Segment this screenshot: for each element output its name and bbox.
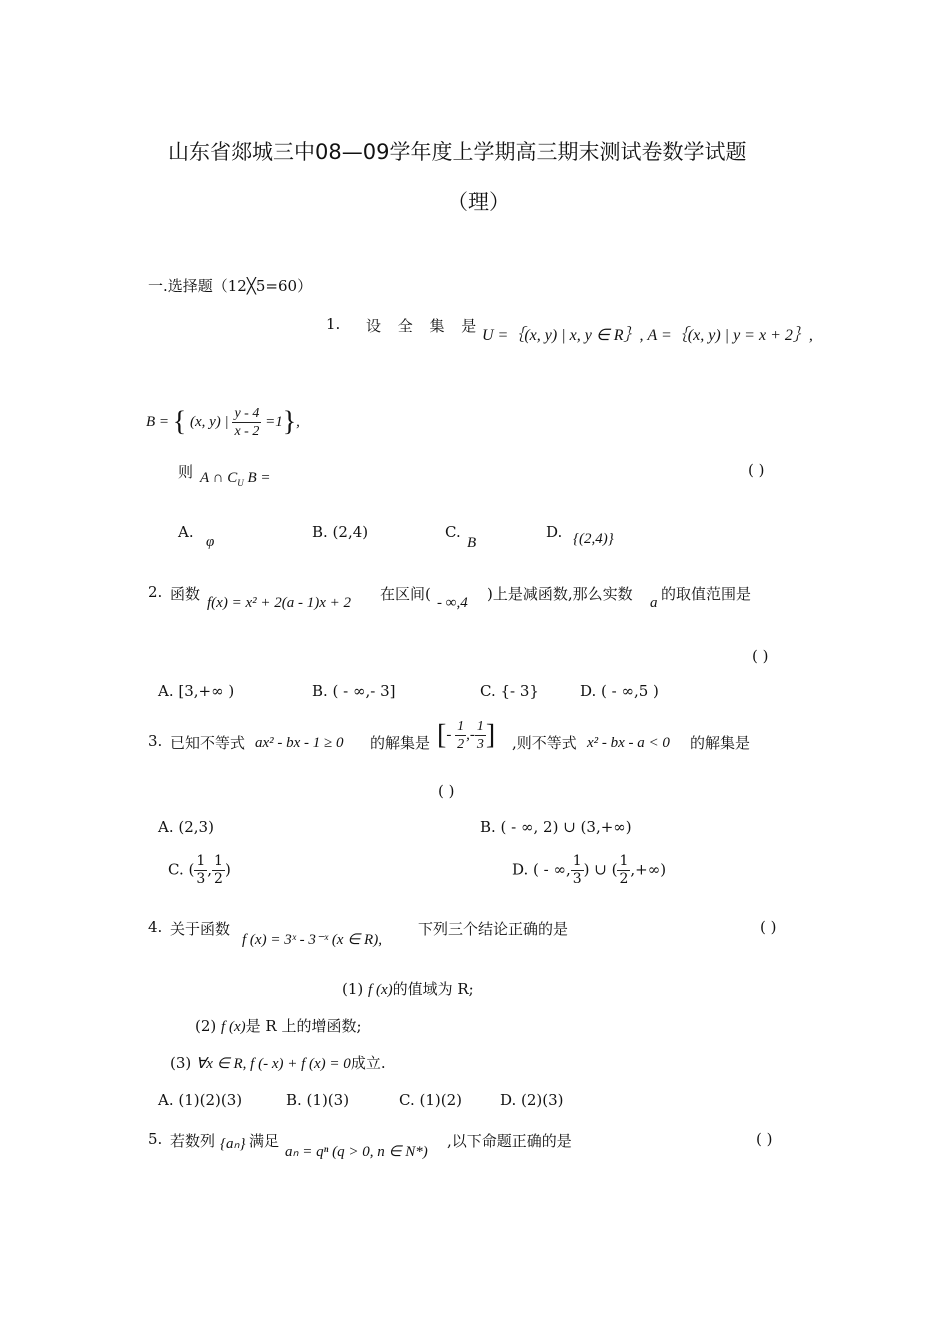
section-heading: 一.选择题（12╳5=60）	[148, 277, 313, 295]
q3-inequality: ax² - bx - 1 ≥ 0	[255, 735, 344, 751]
q2-option-a: A. [3,+∞ )	[158, 682, 235, 700]
q5-answer-paren: ( )	[756, 1130, 773, 1148]
q3-option-d: D. ( - ∞, $\frac{1}{3}$ ) ∪ ( $\frac{1}{2}$ ,+∞)	[512, 853, 667, 887]
q5-pre: 若数列	[170, 1132, 216, 1150]
q1-option-a-label: A.	[178, 523, 194, 541]
q3-number: 3.	[148, 732, 163, 750]
q2-var-a: a	[650, 595, 658, 611]
q2-option-c: C. {- 3}	[480, 682, 539, 700]
q3-option-a: A. (2,3)	[158, 818, 214, 836]
q2-tail: 的取值范围是	[661, 585, 752, 603]
q4-option-c: C. (1)(2)	[399, 1091, 462, 1109]
q2-answer-paren: ( )	[752, 647, 769, 665]
q4-answer-paren: ( )	[760, 918, 777, 936]
q3-mid: 的解集是	[370, 734, 431, 752]
q1-option-c-value: B	[467, 535, 477, 551]
q4-number: 4.	[148, 918, 163, 936]
q1-set-b: B = { (x, y) | $\frac{y - 4}{x - 2}$ =1},	[146, 406, 300, 439]
q4-option-d: D. (2)(3)	[500, 1091, 564, 1109]
q3-mid2: ,则不等式	[512, 734, 577, 752]
q1-answer-paren: ( )	[748, 461, 765, 479]
q2-number: 2.	[148, 583, 163, 601]
q1-option-b: B. (2,4)	[312, 523, 369, 541]
q1-option-c-label: C.	[445, 523, 461, 541]
q5-sequence: {aₙ}	[220, 1136, 246, 1152]
q4-function: f (x) = 3ˣ - 3⁻ˣ (x ∈ R),	[242, 932, 382, 948]
q1-option-d-label: D.	[546, 523, 563, 541]
q4-tail: 下列三个结论正确的是	[418, 920, 569, 938]
q5-mid: 满足	[249, 1132, 280, 1150]
q5-formula: aₙ = qⁿ (q > 0, n ∈ N*)	[285, 1144, 428, 1160]
q1-option-a-value: φ	[206, 534, 215, 550]
q3-option-c: C. ( $\frac{1}{3}$ , $\frac{1}{2}$ )	[168, 853, 231, 887]
q2-function: f(x) = x² + 2(a - 1)x + 2	[207, 595, 351, 611]
q1-then-expr: A ∩ $C_U$ B =	[200, 470, 271, 488]
q5-tail: ,以下命题正确的是	[447, 1132, 572, 1150]
q3-solution: [- $\frac{1}{2}$ ,- $\frac{1}{3}$ ]	[437, 719, 496, 752]
q1-formula-u: U =｛(x, y) | x, y ∈ R｝, A =｛(x, y) | y = x + 2｝,	[482, 327, 813, 344]
q3-answer-paren: ( )	[438, 782, 455, 800]
q2-pre: 函数	[170, 585, 201, 603]
q1-stem: 设 全 集 是	[366, 317, 483, 335]
q4-statement-2: (2) f (x)是 R 上的增函数;	[195, 1017, 362, 1035]
q1-option-d-value: {(2,4)}	[573, 531, 614, 547]
page-subtitle: （理）	[447, 190, 510, 214]
q3-inequality2: x² - bx - a < 0	[587, 735, 670, 751]
q4-option-a: A. (1)(2)(3)	[158, 1091, 243, 1109]
q4-option-b: B. (1)(3)	[286, 1091, 350, 1109]
q2-option-b: B. ( - ∞,- 3]	[312, 682, 396, 700]
q3-option-b: B. ( - ∞, 2) ∪ (3,+∞)	[480, 818, 632, 836]
q2-mid: 在区间(	[380, 585, 431, 603]
q5-number: 5.	[148, 1130, 163, 1148]
q2-post: )上是减函数,那么实数	[487, 585, 633, 603]
q3-tail: 的解集是	[690, 734, 751, 752]
q4-statement-1: (1) f (x)的值域为 R;	[342, 980, 474, 998]
page-title: 山东省郯城三中08—09学年度上学期高三期末测试卷数学试题	[168, 140, 747, 164]
q1-then-label: 则	[178, 463, 194, 481]
q3-pre: 已知不等式	[170, 734, 246, 752]
q2-interval: - ∞,4	[437, 595, 468, 611]
q1-number: 1.	[326, 315, 341, 333]
q4-pre: 关于函数	[170, 920, 231, 938]
q2-option-d: D. ( - ∞,5 )	[580, 682, 659, 700]
q4-statement-3: (3) ∀x ∈ R, f (- x) + f (x) = 0成立.	[170, 1054, 386, 1072]
